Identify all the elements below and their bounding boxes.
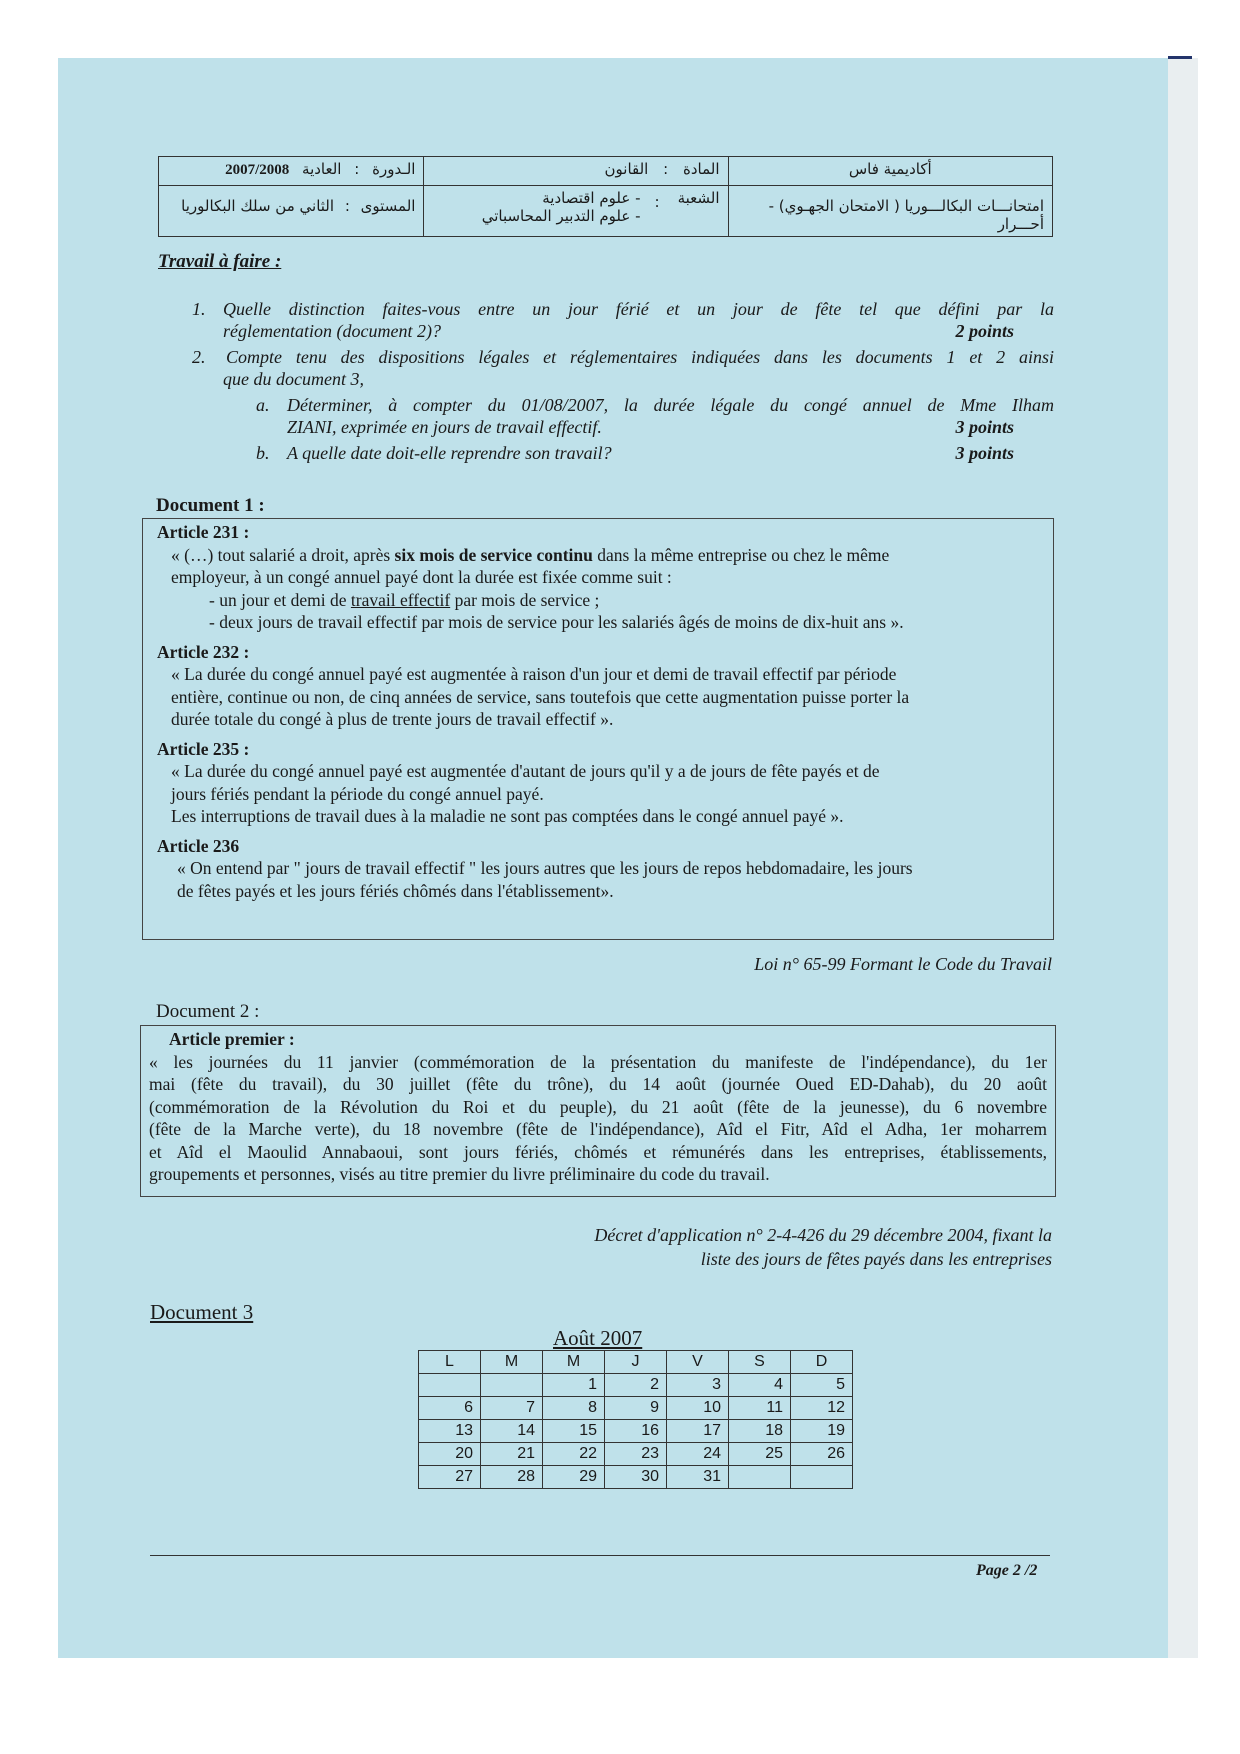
article-231-p1-pre: « (…) tout salarié a droit, après [171, 544, 395, 565]
article-235-line1: « La durée du congé annuel payé est augmentée d'autant de jours qu'il y a de jours de fête payés et de [171, 761, 880, 781]
question-2b-number: b. [256, 443, 270, 463]
calendar-day-cell [791, 1466, 853, 1489]
question-1-line-1: Quelle distinction faites-vous entre un jour férié et un jour de fête tel que défini par la [223, 299, 1054, 319]
article-236-title: Article 236 [157, 835, 240, 856]
session-cell [159, 157, 424, 186]
article-231-li2: - deux jours de travail effectif par mois de service pour les salariés âgés de moins de dix-huit ans ». [209, 612, 904, 632]
question-2-line-1: Compte tenu des dispositions légales et réglementaires indiquées dans les documents 1 et 2 ainsi [226, 347, 1054, 367]
exam-header-table [158, 156, 1053, 237]
footer-divider [150, 1555, 1050, 1556]
document-2-line4: (fête de la Marche verte), du 18 novembre (fête de l'indépendance), Aîd el Fitr, Aîd el Adha, 1er moharrem [149, 1119, 1047, 1139]
calendar-day-cell: 18 [729, 1420, 791, 1443]
article-235-line3: Les interruptions de travail dues à la maladie ne sont pas comptées dans le congé annuel payé ». [171, 806, 844, 826]
article-235-line2: jours fériés pendant la période du congé annuel payé. [171, 783, 544, 804]
article-231-li1-underlined: travail effectif [350, 589, 451, 610]
calendar-day-cell: 11 [729, 1397, 791, 1420]
calendar-day-cell: 3 [667, 1374, 729, 1397]
document-2-line2: mai (fête du travail), du 30 juillet (fête du trône), du 14 août (journée Oued ED-Dahab), du 20 août [149, 1074, 1047, 1094]
session-year: 2007/2008 [225, 162, 290, 178]
document-2-line5: et Aîd el Maoulid Annabaoui, sont jours fériés, chômés et rémunérés dans les entreprises, établissements, [149, 1141, 1047, 1162]
subject-value: القانون [604, 160, 649, 178]
document-2-box [140, 1025, 1056, 1197]
session-value: العادية [302, 160, 342, 178]
document-2-title: Document 2 : [156, 1001, 260, 1022]
calendar-day-cell: 14 [481, 1420, 543, 1443]
question-2b-points: 3 points [955, 443, 1014, 463]
document-2-source-line1: Décret d'application n° 2-4-426 du 29 décembre 2004, fixant la [594, 1225, 1052, 1245]
question-2a [256, 394, 1054, 438]
calendar-day-cell: 24 [667, 1443, 729, 1466]
branch-value-1: - علوم اقتصادية [542, 189, 641, 207]
calendar-day-cell: 20 [419, 1443, 481, 1466]
document-2-article-title: Article premier : [169, 1029, 295, 1049]
question-2a-line-2: ZIANI, exprimée en jours de travail effectif. [287, 417, 602, 437]
calendar-weekday-row [419, 1351, 853, 1374]
corner-mark [1168, 56, 1192, 59]
calendar-day-cell [481, 1374, 543, 1397]
calendar-week-row [419, 1466, 853, 1489]
question-2 [192, 346, 1054, 390]
document-1-source: Loi n° 65-99 Formant le Code du Travail [754, 954, 1052, 974]
article-231-text [157, 544, 1043, 634]
weekday-header: D [791, 1351, 853, 1374]
exam-title: امتحانـــات البكالـــوريا ( الامتحان الجهـوي) - أحـــرار [768, 197, 1044, 233]
calendar-day-cell: 21 [481, 1443, 543, 1466]
calendar-week-row [419, 1443, 853, 1466]
article-231-li1-pre: - un jour et demi de [209, 589, 351, 610]
calendar-day-cell: 13 [419, 1420, 481, 1443]
article-232-line2: entière, continue ou non, de cinq années de service, sans toutefois que cette augmentation puisse porter la [171, 686, 910, 707]
question-2a-line-1: Déterminer, à compter du 01/08/2007, la durée légale du congé annuel de Mme Ilham [287, 395, 1054, 415]
document-2-line3: (commémoration de la Révolution du Roi et du peuple), du 21 août (fête de la jeunesse), du 6 novembre [149, 1096, 1047, 1117]
weekday-header: V [667, 1351, 729, 1374]
calendar-day-cell: 9 [605, 1397, 667, 1420]
subject-label: المادة [682, 160, 720, 178]
calendar-day-cell: 25 [729, 1443, 791, 1466]
article-235-title: Article 235 : [157, 738, 250, 759]
weekday-header: J [605, 1351, 667, 1374]
calendar-day-cell: 19 [791, 1420, 853, 1443]
document-2-source [594, 1223, 1052, 1271]
article-232-title: Article 232 : [157, 641, 250, 662]
article-232-line3: durée totale du congé à plus de trente jours de travail effectif ». [171, 709, 614, 729]
calendar-day-cell [729, 1466, 791, 1489]
document-2-line1: « les journées du 11 janvier (commémoration de la présentation du manifeste de l'indépendance), du 1er [149, 1051, 1047, 1072]
calendar-day-cell: 6 [419, 1397, 481, 1420]
document-2-source-line2: liste des jours de fêtes payés dans les entreprises [700, 1249, 1052, 1269]
calendar-day-cell: 5 [791, 1374, 853, 1397]
document-3-title: Document 3 [150, 1300, 254, 1324]
calendar-week-row [419, 1374, 853, 1397]
calendar-day-cell: 22 [543, 1443, 605, 1466]
level-value: الثاني من سلك البكالوريا [181, 197, 335, 215]
question-2b-line-1: A quelle date doit-elle reprendre son travail? [287, 443, 612, 463]
calendar-day-cell: 1 [543, 1374, 605, 1397]
calendar-day-cell: 16 [605, 1420, 667, 1443]
document-2-line6: groupements et personnes, visés au titre premier du livre préliminaire du code du travail. [149, 1164, 770, 1184]
question-2a-points: 3 points [955, 417, 1014, 437]
article-232-line1: « La durée du congé annuel payé est augmentée à raison d'un jour et demi de travail effectif par période [171, 664, 897, 684]
work-title: Travail à faire : [158, 251, 282, 272]
subject-cell [424, 157, 728, 186]
question-1-number: 1. [192, 299, 206, 319]
calendar-day-cell: 29 [543, 1466, 605, 1489]
weekday-header: L [419, 1351, 481, 1374]
article-235-text [157, 760, 1043, 828]
academy-cell [728, 157, 1052, 186]
question-1-line-2: réglementation (document 2)? [223, 321, 441, 341]
article-231-li1-post: par mois de service ; [450, 589, 600, 610]
calendar-day-cell: 8 [543, 1397, 605, 1420]
calendar-day-cell: 10 [667, 1397, 729, 1420]
article-231-p1-line2: employeur, à un congé annuel payé dont la durée est fixée comme suit : [171, 567, 672, 587]
branch-cell [424, 186, 728, 237]
level-colon: : [344, 197, 350, 215]
calendar-day-cell [419, 1374, 481, 1397]
question-2b [256, 442, 1054, 464]
branch-value-2: - علوم التدبير المحاسباتي [481, 207, 641, 225]
calendar-day-cell: 15 [543, 1420, 605, 1443]
document-1-box [142, 518, 1054, 940]
calendar-day-cell: 28 [481, 1466, 543, 1489]
calendar-day-cell: 4 [729, 1374, 791, 1397]
calendar-day-cell: 7 [481, 1397, 543, 1420]
level-cell [159, 186, 424, 237]
article-231-p1-bold: six mois de service continu [394, 544, 593, 565]
level-label: المستوى [360, 197, 416, 215]
branch-label: الشعبة [677, 189, 720, 207]
calendar-day-cell: 27 [419, 1466, 481, 1489]
calendar-day-cell: 17 [667, 1420, 729, 1443]
calendar-day-cell: 2 [605, 1374, 667, 1397]
calendar-week-row [419, 1420, 853, 1443]
calendar-day-cell: 30 [605, 1466, 667, 1489]
academy-name: أكاديمية فاس [848, 160, 932, 178]
weekday-header: M [543, 1351, 605, 1374]
session-colon: : [354, 160, 360, 178]
weekday-header: M [481, 1351, 543, 1374]
question-1-points: 2 points [955, 321, 1014, 341]
article-236-text [157, 857, 1043, 902]
article-231-title: Article 231 : [157, 522, 250, 542]
question-2a-number: a. [256, 395, 270, 415]
calendar-day-cell: 26 [791, 1443, 853, 1466]
calendar-week-row [419, 1397, 853, 1420]
page-edge [1168, 58, 1198, 1658]
subject-colon: : [663, 160, 669, 178]
article-232-text [157, 663, 1043, 731]
question-1 [192, 298, 1054, 342]
article-236-line1: « On entend par " jours de travail effectif " les jours autres que les jours de repos hebdomadaire, les jours [177, 858, 913, 878]
calendar-day-cell: 12 [791, 1397, 853, 1420]
calendar-title: Août 2007 [553, 1326, 643, 1350]
calendar-day-cell: 23 [605, 1443, 667, 1466]
article-231-p1-post: dans la même entreprise ou chez le même [592, 544, 890, 565]
calendar-day-cell: 31 [667, 1466, 729, 1489]
article-236-line2: de fêtes payés et les jours fériés chômés dans l'établissement». [177, 880, 614, 901]
branch-colon: : [654, 193, 660, 211]
page-number: Page 2 /2 [976, 1562, 1038, 1579]
question-2-line-2: que du document 3, [223, 369, 364, 389]
document-1-title: Document 1 : [156, 495, 265, 516]
weekday-header: S [729, 1351, 791, 1374]
question-2-number: 2. [192, 347, 206, 367]
exam-cell [728, 186, 1052, 237]
session-label: الـدورة [372, 160, 416, 178]
calendar-august-2007 [418, 1350, 853, 1489]
